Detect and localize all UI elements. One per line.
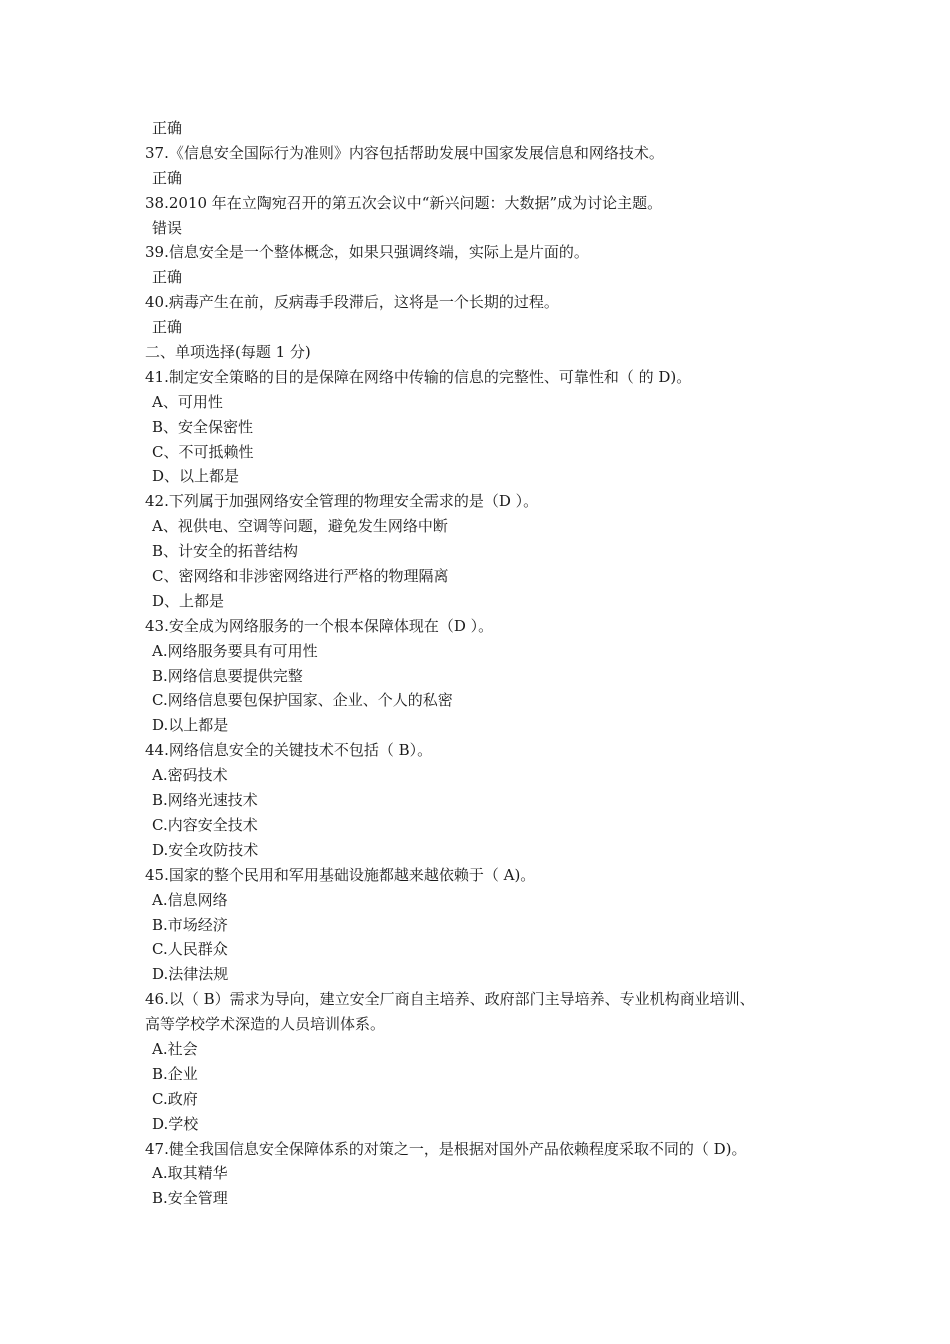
answer-line: B、计安全的拓普结构 (152, 542, 299, 561)
answer-line: B.网络信息要提供完整 (152, 666, 303, 685)
text-line: 39.信息安全是一个整体概念，如果只强调终端，实际上是片面的。 (145, 243, 589, 262)
answer-line: B、安全保密性 (152, 417, 254, 436)
answer-line: A.密码技术 (152, 766, 228, 785)
answer-line: A、视供电、空调等问题，避免发生网络中断 (152, 517, 448, 536)
answer-line: A、可用性 (152, 392, 223, 411)
text-line: 37.《信息安全国际行为准则》内容包括帮助发展中国家发展信息和网络技术。 (145, 143, 664, 162)
text-line: 44.网络信息安全的关键技术不包括（ B）。 (145, 741, 433, 760)
answer-line: B.网络光速技术 (152, 791, 258, 810)
answer-line: D.安全攻防技术 (152, 840, 259, 859)
answer-line: A.信息网络 (152, 890, 228, 909)
answer-line: B.市场经济 (152, 915, 228, 934)
answer-line: 正确 (152, 119, 183, 137)
answer-line: D、以上都是 (152, 467, 240, 486)
text-line: 43.安全成为网络服务的一个根本保障体现在（D ）。 (145, 616, 494, 635)
answer-line: D.以上都是 (152, 716, 229, 735)
text-line: 46.以（ B）需求为导向，建立安全厂商自主培养、政府部门主导培养、专业机构商业培训、 (145, 990, 755, 1009)
answer-line: A.社会 (152, 1039, 198, 1058)
text-line: 38.2010 年在立陶宛召开的第五次会议中“新兴问题：大数据”成为讨论主题。 (145, 193, 663, 212)
answer-line: C.内容安全技术 (152, 815, 258, 834)
answer-line: C.人民群众 (152, 940, 228, 959)
answer-line: D.学校 (152, 1114, 199, 1133)
text-line: 47.健全我国信息安全保障体系的对策之一，是根据对国外产品依赖程度采取不同的（ D)。 (145, 1139, 747, 1158)
text-line: 二、单项选择(每题 1 分) (145, 343, 311, 362)
answer-line: D.法律法规 (152, 965, 229, 984)
answer-line: A.取其精华 (152, 1164, 228, 1183)
answer-line: C.政府 (152, 1089, 198, 1108)
answer-line: C、不可抵赖性 (152, 442, 254, 461)
answer-line: D、上都是 (152, 591, 225, 610)
text-line: 40.病毒产生在前，反病毒手段滞后，这将是一个长期的过程。 (145, 293, 559, 312)
answer-line: B.安全管理 (152, 1189, 228, 1208)
answer-line: 正确 (152, 268, 183, 287)
text-line: 42.下列属于加强网络安全管理的物理安全需求的是（D ）。 (145, 492, 539, 511)
answer-line: 错误 (152, 218, 183, 237)
answer-line: C.网络信息要包保护国家、企业、个人的私密 (152, 691, 453, 710)
answer-line: B.企业 (152, 1064, 198, 1083)
text-line: 41.制定安全策略的目的是保障在网络中传输的信息的完整性、可靠性和（ 的 D)。 (145, 367, 692, 386)
text-line: 45.国家的整个民用和军用基础设施都越来越依赖于（ A)。 (145, 865, 536, 884)
answer-line: 正确 (152, 318, 183, 337)
text-line: 高等学校学术深造的人员培训体系。 (145, 1015, 386, 1034)
answer-line: 正确 (152, 168, 183, 187)
answer-line: A.网络服务要具有可用性 (152, 641, 318, 660)
document-body (145, 116, 825, 1211)
answer-line: C、密网络和非涉密网络进行严格的物理隔离 (152, 567, 449, 586)
